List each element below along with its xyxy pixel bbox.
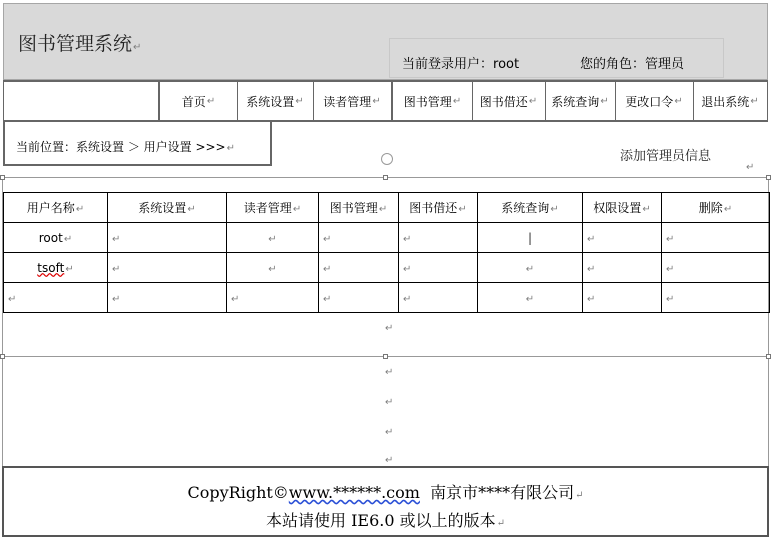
current-user-value: root (493, 57, 520, 72)
table-cell[interactable]: ↵ (227, 283, 319, 313)
current-user-info: 当前登录用户：root (402, 57, 520, 72)
nav-item-reader-management[interactable]: 读者管理 ↵ (313, 82, 393, 120)
resize-handle[interactable] (766, 354, 771, 359)
table-cell[interactable]: ↵ (662, 253, 770, 283)
table-cell[interactable]: ↵ (319, 253, 399, 283)
main-nav (3, 80, 768, 122)
table-cell[interactable]: ↵ (108, 283, 227, 313)
table-cell[interactable]: ↵ (583, 253, 662, 283)
column-header: 权限设置↵ (583, 193, 662, 223)
resize-handle[interactable] (766, 175, 771, 180)
system-title: 图书管理系统↵ (18, 33, 142, 55)
table-cell[interactable]: ↵ (319, 223, 399, 253)
column-header: 读者管理↵ (227, 193, 319, 223)
table-cell[interactable]: ↵ (478, 283, 583, 313)
resize-handle[interactable] (0, 175, 5, 180)
column-header: 删除↵ (662, 193, 770, 223)
nav-item-system-settings[interactable]: 系统设置 ↵ (237, 82, 314, 120)
copyright-text: CopyRight©www.******.com 南京市****有限公司↵ (187, 483, 584, 502)
table-cell[interactable]: ↵ (319, 283, 399, 313)
table-cell[interactable]: ↵ (399, 253, 478, 283)
table-cell[interactable]: ↵ (108, 253, 227, 283)
user-role-info: 您的角色：管理员 (580, 57, 685, 72)
nav-item-borrow-return[interactable]: 图书借还 ↵ (472, 82, 546, 120)
table-row (4, 283, 770, 313)
column-header: 图书借还↵ (399, 193, 478, 223)
column-header: 图书管理↵ (319, 193, 399, 223)
user-name-cell[interactable]: ↵ (4, 283, 108, 313)
nav-blank-cell (4, 82, 160, 120)
nav-item-home[interactable]: 首页 ↵ (160, 82, 238, 120)
user-role-value: 管理员 (645, 57, 685, 72)
paragraph-mark: ↵ (746, 162, 755, 173)
table-row (4, 223, 770, 253)
user-name-cell[interactable]: root↵ (4, 223, 108, 253)
table-row (4, 253, 770, 283)
column-header: 用户名称↵ (4, 193, 108, 223)
table-header-row (4, 193, 770, 223)
table-move-handle[interactable] (381, 153, 393, 165)
column-header: 系统设置↵ (108, 193, 227, 223)
browser-notice: 本站请使用 IE6.0 或以上的版本↵ (265, 511, 505, 530)
table-cell[interactable]: ↵ (583, 223, 662, 253)
nav-item-change-password[interactable]: 更改口令 ↵ (615, 82, 694, 120)
user-permission-table (3, 192, 770, 313)
paragraph-mark: ↵ (385, 323, 394, 334)
table-cell[interactable]: ↵ (108, 223, 227, 253)
column-header: 系统查询↵ (478, 193, 583, 223)
resize-handle[interactable] (383, 354, 388, 359)
table-cell[interactable]: ↵ (583, 283, 662, 313)
table-cell[interactable]: ↵ (662, 283, 770, 313)
paragraph-mark: ↵ (385, 397, 394, 408)
user-name-cell[interactable]: tsoft↵ (4, 253, 108, 283)
site-link[interactable]: www.******.com (288, 483, 420, 502)
paragraph-mark: ↵ (385, 367, 394, 378)
nav-item-book-management[interactable]: 图书管理 ↵ (393, 82, 473, 120)
resize-handle[interactable] (383, 175, 388, 180)
table-cell[interactable]: ↵ (227, 223, 319, 253)
table-cell[interactable]: ↵ (227, 253, 319, 283)
nav-item-system-query[interactable]: 系统查询 ↵ (545, 82, 616, 120)
paragraph-mark: ↵ (385, 427, 394, 438)
table-cell[interactable]: | (478, 223, 583, 253)
breadcrumb: 当前位置：系统设置 ＞ 用户设置 >>>↵ (16, 140, 235, 154)
add-admin-link[interactable]: 添加管理员信息 (620, 149, 712, 164)
paragraph-mark: ↵ (385, 455, 394, 466)
table-cell[interactable]: ↵ (399, 223, 478, 253)
nav-item-logout[interactable]: 退出系统 ↵ (701, 94, 759, 109)
resize-handle[interactable] (0, 354, 5, 359)
table-cell[interactable]: ↵ (478, 253, 583, 283)
table-cell[interactable]: ↵ (399, 283, 478, 313)
table-cell[interactable]: ↵ (662, 223, 770, 253)
